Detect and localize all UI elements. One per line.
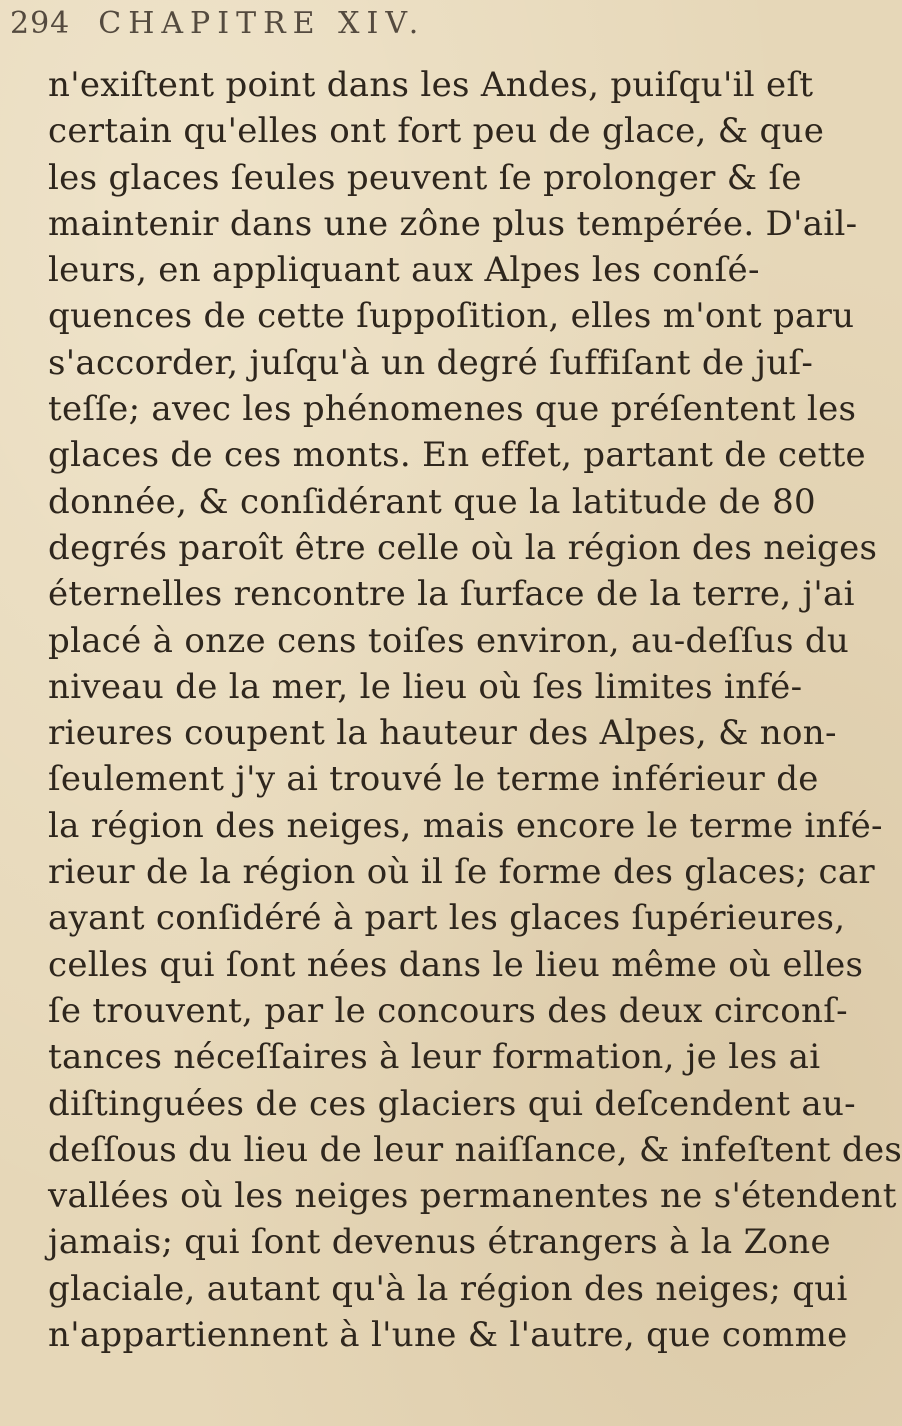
text-line: donnée, & conſidérant que la latitude de 80 — [48, 481, 816, 522]
text-line: s'accorder, juſqu'à un degré ſuffiſant de juſ- — [48, 342, 814, 383]
text-line: éternelles rencontre la ſurface de la terre, j'ai — [48, 574, 855, 615]
text-line: degrés paroît être celle où la région des neiges — [48, 527, 878, 568]
body-text — [48, 62, 902, 1358]
text-line: certain qu'elles ont fort peu de glace, & que — [48, 111, 825, 152]
text-line: leurs, en appliquant aux Alpes les conſé- — [48, 250, 760, 291]
text-line: jamais; qui ſont devenus étrangers à la Zone — [48, 1222, 831, 1263]
running-head — [10, 6, 425, 66]
text-line: deſſous du lieu de leur naiſſance, & infeſtent des — [48, 1129, 902, 1170]
text-line: la région des neiges, mais encore le terme infé- — [48, 805, 883, 846]
text-line: tances néceſſaires à leur formation, je les ai — [48, 1037, 821, 1078]
text-line: maintenir dans une zône plus tempérée. D'ail- — [48, 203, 858, 244]
chapter-title: CHAPITRE XIV. — [98, 6, 426, 41]
text-line: vallées où les neiges permanentes ne s'étendent — [48, 1176, 897, 1217]
text-line: celles qui ſont nées dans le lieu même où elles — [48, 944, 864, 985]
text-line: quences de cette ſuppoſition, elles m'ont paru — [48, 296, 855, 337]
text-line: ſeulement j'y ai trouvé le terme inférieur de — [48, 759, 819, 800]
text-line: n'exiſtent point dans les Andes, puiſqu'il eſt — [48, 65, 814, 105]
text-line: teſſe; avec les phénomenes que préſentent les — [48, 389, 857, 430]
text-line: placé à onze cens toiſes environ, au-deſſus du — [48, 620, 850, 661]
text-line: rieur de la région où il ſe forme des glaces; car — [48, 852, 875, 893]
text-line: glaces de ces monts. En effet, partant de cette — [48, 435, 866, 476]
page-number: 294 — [10, 6, 71, 41]
text-line: glaciale, autant qu'à la région des neiges; qui — [48, 1268, 848, 1309]
text-line: diſtinguées de ces glaciers qui deſcendent au- — [48, 1083, 856, 1124]
text-line: ayant conſidéré à part les glaces ſupérieures, — [48, 898, 846, 939]
text-line: ſe trouvent, par le concours des deux circonſ- — [48, 990, 848, 1031]
text-line: les glaces ſeules peuvent ſe prolonger & ſe — [48, 157, 802, 198]
text-line: rieures coupent la hauteur des Alpes, & non- — [48, 713, 837, 754]
text-line: n'appartiennent à l'une & l'autre, que comme — [48, 1315, 848, 1356]
text-line: niveau de la mer, le lieu où ſes limites infé- — [48, 666, 803, 707]
